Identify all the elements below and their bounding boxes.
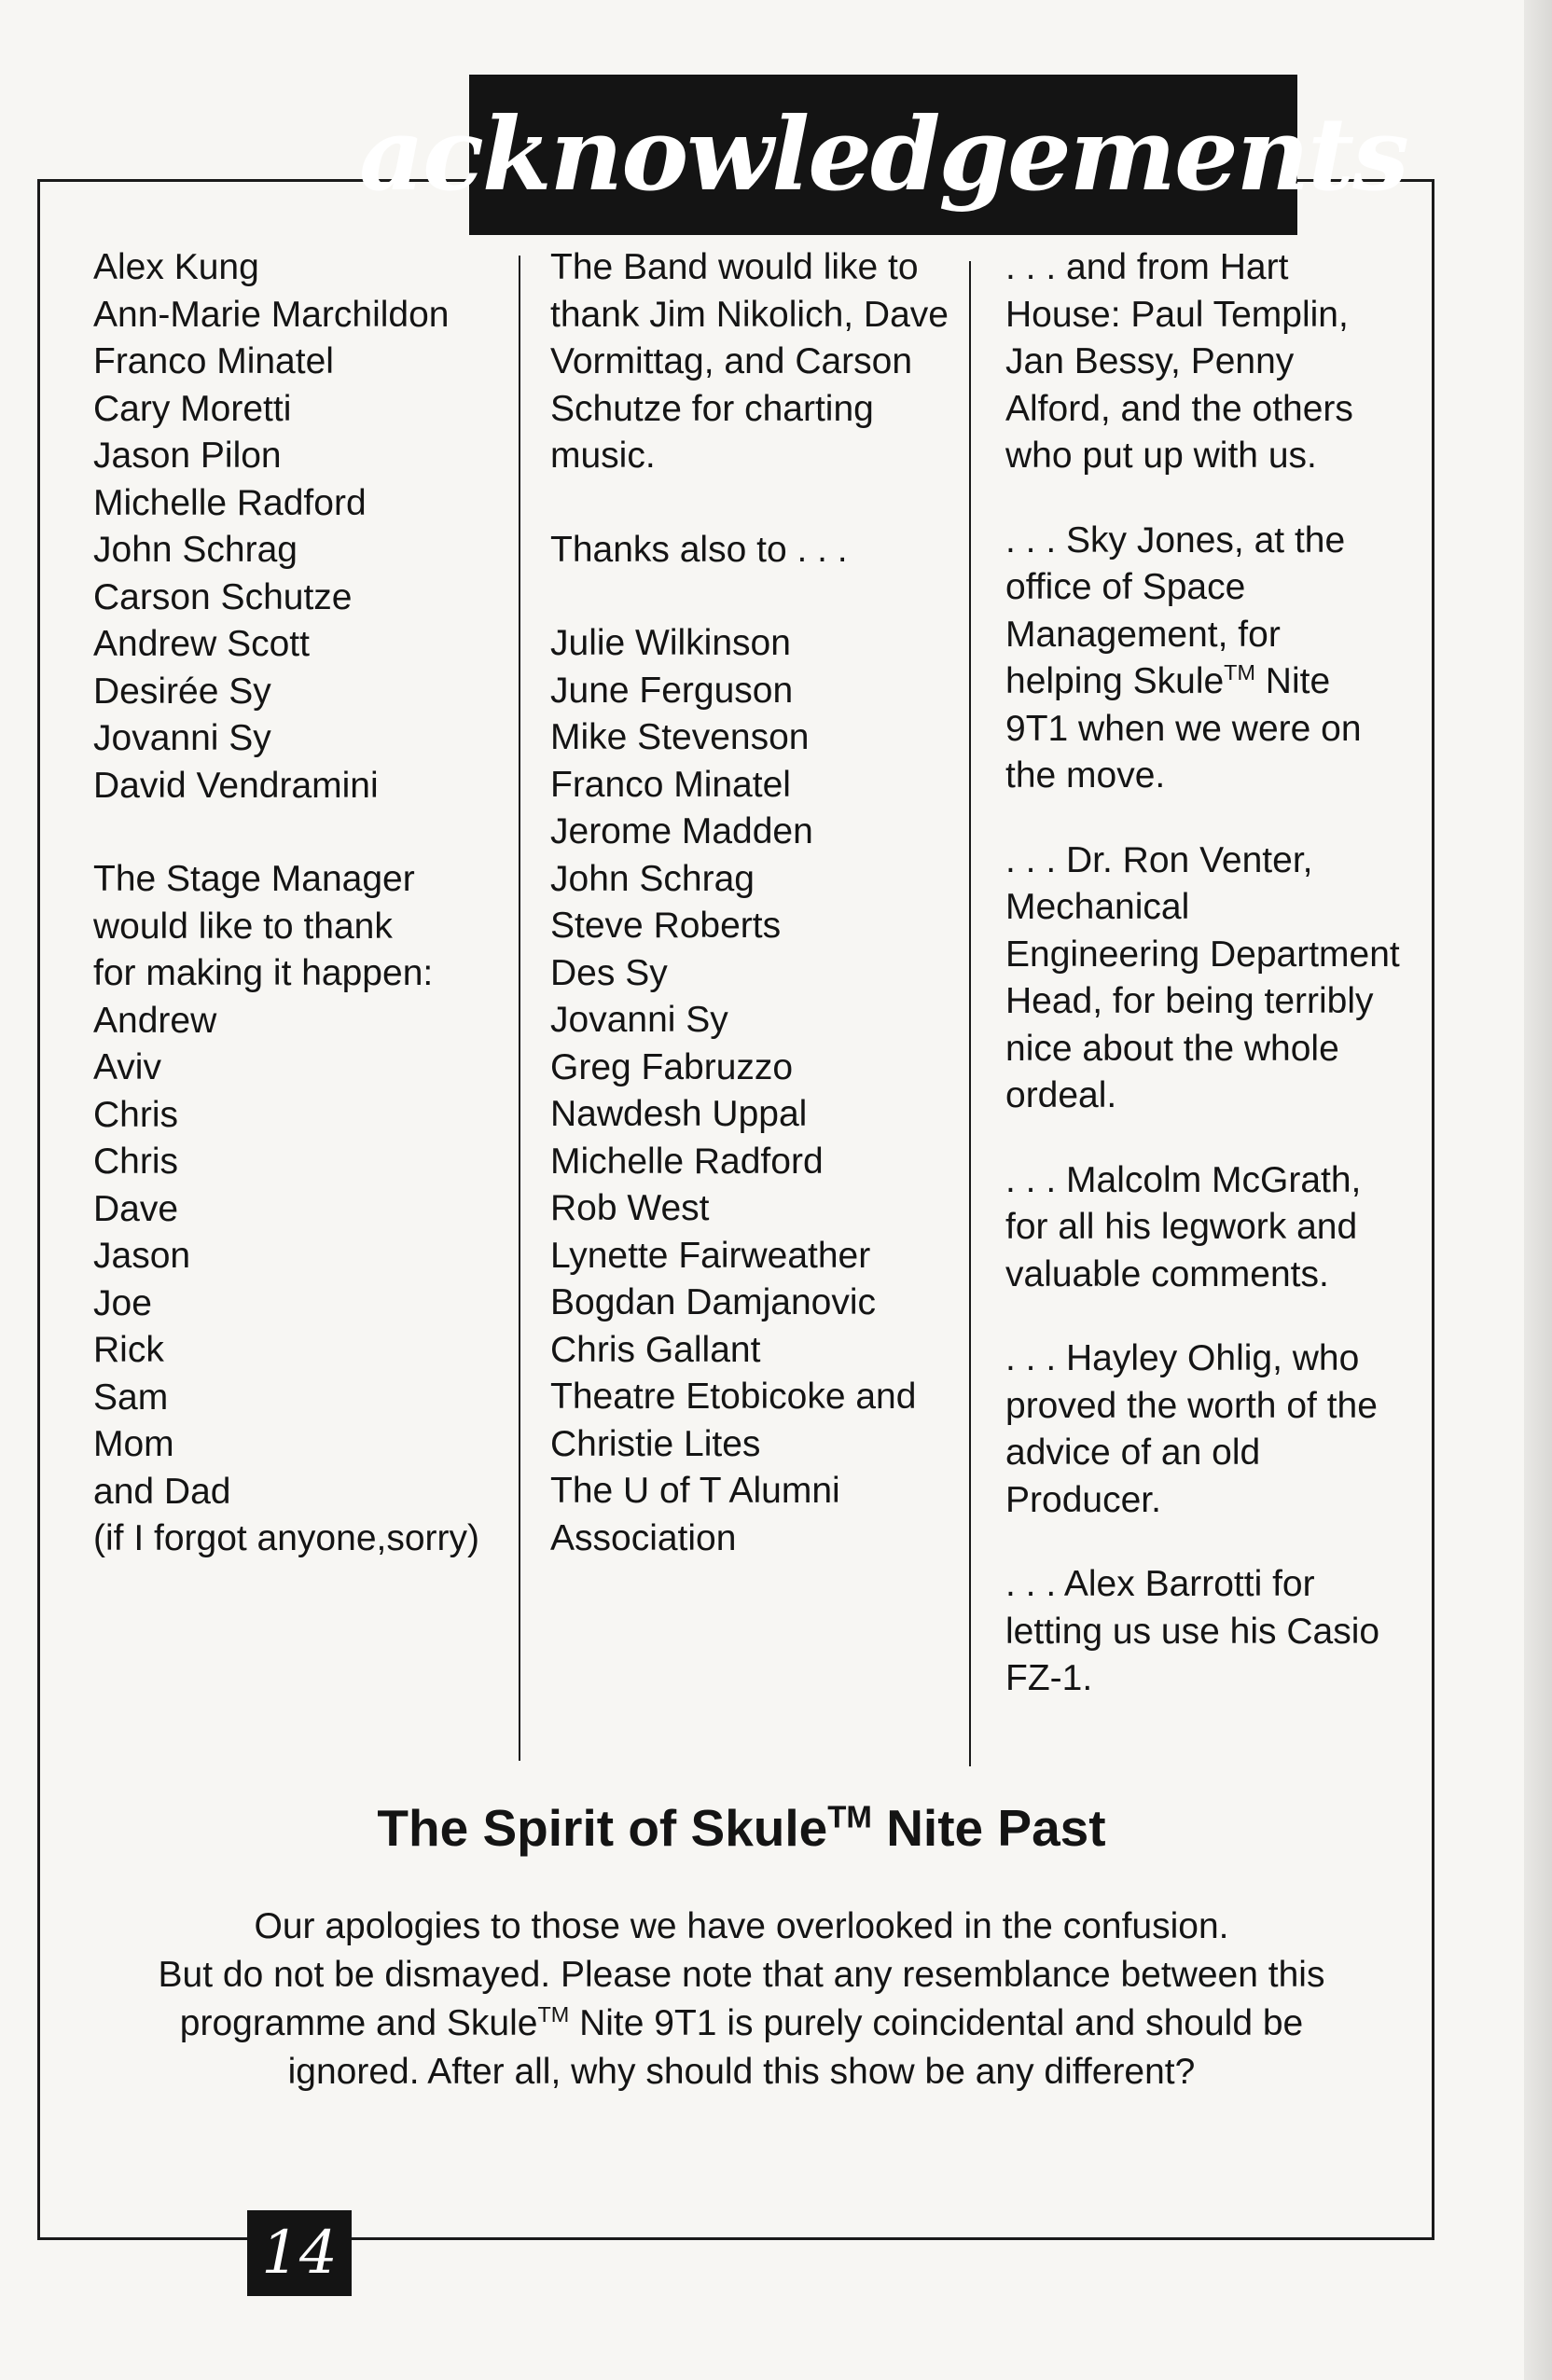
mcgrath-thanks: [1005, 1157, 1434, 1299]
stage-names-list: [93, 998, 513, 1563]
list-item: Carson Schutze: [93, 576, 353, 617]
text-line: Management, for: [1005, 614, 1281, 655]
text-line: the move.: [1005, 755, 1166, 796]
page-number: 14: [247, 2210, 352, 2296]
list-item: Chris Gallant: [550, 1329, 761, 1370]
list-item: Nawdesh Uppal: [550, 1094, 808, 1134]
band-thanks: [550, 244, 961, 480]
text-line: . . . Sky Jones, at the: [1005, 519, 1346, 560]
list-item: Sam: [93, 1377, 169, 1418]
apology-paragraph: [93, 1903, 1390, 2096]
text-fragment: Nite: [1254, 661, 1331, 701]
text-line: Producer.: [1005, 1479, 1161, 1520]
list-item: and Dad: [93, 1471, 231, 1512]
trademark-mark: TM: [1224, 660, 1255, 685]
heading-text: The Spirit of Skule: [377, 1799, 828, 1857]
list-item: Dave: [93, 1188, 179, 1229]
list-item: Association: [550, 1517, 737, 1558]
spacer: [1005, 1120, 1434, 1157]
thanks-also-label: Thanks also to . . .: [550, 529, 848, 570]
column-1: [93, 244, 513, 1563]
barrotti-thanks: [1005, 1561, 1434, 1703]
list-item: Cary Moretti: [93, 388, 292, 429]
paragraph-line: ignored. After all, why should this show be any different?: [287, 2052, 1196, 2092]
spacer: [1005, 1524, 1434, 1561]
list-item: Rob West: [550, 1188, 710, 1228]
column-divider: [969, 261, 971, 1766]
list-item: David Vendramini: [93, 765, 379, 806]
stage-manager-intro: [93, 856, 513, 998]
spacer: [1005, 800, 1434, 837]
text-fragment: Nite 9T1 is purely coincidental and should be: [569, 2003, 1304, 2043]
list-item: Jovanni Sy: [550, 1000, 728, 1040]
list-item: Andrew: [93, 1000, 217, 1041]
paragraph-line: Our apologies to those we have overlooked in the confusion.: [254, 1906, 1229, 1946]
text-line: FZ-1.: [1005, 1658, 1093, 1698]
list-item: Andrew Scott: [93, 624, 310, 664]
hart-house-thanks: [1005, 244, 1434, 480]
column-3: [1005, 244, 1434, 1703]
text-line: . . . Malcolm McGrath,: [1005, 1159, 1362, 1200]
spacer: [550, 480, 961, 527]
text-line: Engineering Department: [1005, 934, 1400, 975]
text-fragment: programme and Skule: [179, 2003, 538, 2043]
list-item: Ann-Marie Marchildon: [93, 294, 450, 335]
list-item: Aviv: [93, 1047, 161, 1087]
title-banner: [359, 75, 1407, 235]
list-item: Jason: [93, 1236, 191, 1276]
text-line: The Stage Manager: [93, 859, 415, 899]
heading-text: Nite Past: [871, 1799, 1106, 1857]
page-title: acknowledgements: [359, 96, 1407, 214]
list-item: John Schrag: [93, 530, 298, 570]
text-line: Schutze for charting: [550, 388, 874, 429]
spirit-heading: [224, 1798, 1259, 1858]
list-item: Rick: [93, 1330, 164, 1370]
text-line: office of Space: [1005, 567, 1246, 607]
ohlig-thanks: [1005, 1335, 1434, 1524]
spacer: [93, 809, 513, 856]
text-line: Jan Bessy, Penny: [1005, 341, 1295, 381]
trademark-mark: TM: [827, 1799, 872, 1834]
list-item: Chris: [93, 1142, 179, 1182]
list-item: Julie Wilkinson: [550, 623, 791, 663]
text-line: who put up with us.: [1005, 436, 1317, 476]
text-line: for making it happen:: [93, 953, 434, 993]
list-item: Theatre Etobicoke and: [550, 1377, 917, 1417]
list-item: Franco Minatel: [550, 764, 791, 805]
text-line: . . . Alex Barrotti for: [1005, 1564, 1315, 1604]
thanks-names-list: [550, 620, 961, 1562]
list-item: Mom: [93, 1424, 174, 1464]
text-line: . . . Dr. Ron Venter,: [1005, 839, 1313, 880]
spacer: [550, 574, 961, 620]
list-item: Michelle Radford: [93, 482, 367, 523]
text-line: . . . Hayley Ohlig, who: [1005, 1338, 1360, 1378]
paragraph-line: [93, 1999, 1390, 2048]
column-divider: [519, 256, 520, 1761]
list-item: Christie Lites: [550, 1423, 761, 1464]
text-fragment: helping Skule: [1005, 661, 1225, 701]
text-line: 9T1 when we were on: [1005, 708, 1362, 749]
text-line: music.: [550, 436, 656, 476]
text-line: Alford, and the others: [1005, 388, 1353, 429]
list-item: Jerome Madden: [550, 811, 813, 851]
list-item: Greg Fabruzzo: [550, 1046, 794, 1087]
text-line: nice about the whole: [1005, 1028, 1339, 1069]
text-line: [1005, 658, 1434, 706]
spacer: [1005, 480, 1434, 518]
text-line: Head, for being terribly: [1005, 981, 1374, 1021]
column-2: [550, 244, 961, 1562]
list-item: Lynette Fairweather: [550, 1235, 871, 1276]
list-item: Alex Kung: [93, 247, 259, 287]
space-management-thanks: [1005, 518, 1434, 800]
list-item: Mike Stevenson: [550, 717, 810, 757]
list-item: Chris: [93, 1094, 179, 1135]
text-line: . . . and from Hart: [1005, 247, 1289, 287]
list-item: The U of T Alumni: [550, 1471, 840, 1511]
text-line: advice of an old: [1005, 1432, 1261, 1473]
list-item: Des Sy: [550, 952, 668, 993]
list-item: Desirée Sy: [93, 671, 271, 712]
crew-names-list: [93, 244, 513, 809]
list-item: June Ferguson: [550, 670, 794, 711]
paragraph-line: But do not be dismayed. Please note that any resemblance between this: [158, 1955, 1325, 1995]
text-line: The Band would like to: [550, 247, 919, 287]
text-line: thank Jim Nikolich, Dave: [550, 294, 949, 335]
text-line: Mechanical: [1005, 887, 1190, 927]
text-line: letting us use his Casio: [1005, 1611, 1380, 1652]
list-item: (if I forgot anyone,sorry): [93, 1518, 479, 1558]
venter-thanks: [1005, 837, 1434, 1120]
text-line: would like to thank: [93, 906, 393, 947]
text-line: ordeal.: [1005, 1075, 1117, 1115]
text-line: valuable comments.: [1005, 1253, 1329, 1294]
list-item: Jovanni Sy: [93, 718, 271, 758]
page-edge: [1524, 0, 1552, 2380]
text-line: Vormittag, and Carson: [550, 341, 913, 381]
text-line: for all his legwork and: [1005, 1207, 1358, 1247]
text-line: proved the worth of the: [1005, 1385, 1378, 1426]
list-item: Michelle Radford: [550, 1141, 824, 1182]
trademark-mark: TM: [537, 2002, 570, 2027]
list-item: Jason Pilon: [93, 436, 282, 476]
list-item: Steve Roberts: [550, 906, 782, 946]
list-item: Joe: [93, 1282, 152, 1323]
list-item: Franco Minatel: [93, 341, 334, 381]
spacer: [1005, 1298, 1434, 1335]
list-item: Bogdan Damjanovic: [550, 1282, 877, 1322]
list-item: John Schrag: [550, 858, 755, 899]
text-line: House: Paul Templin,: [1005, 294, 1349, 335]
